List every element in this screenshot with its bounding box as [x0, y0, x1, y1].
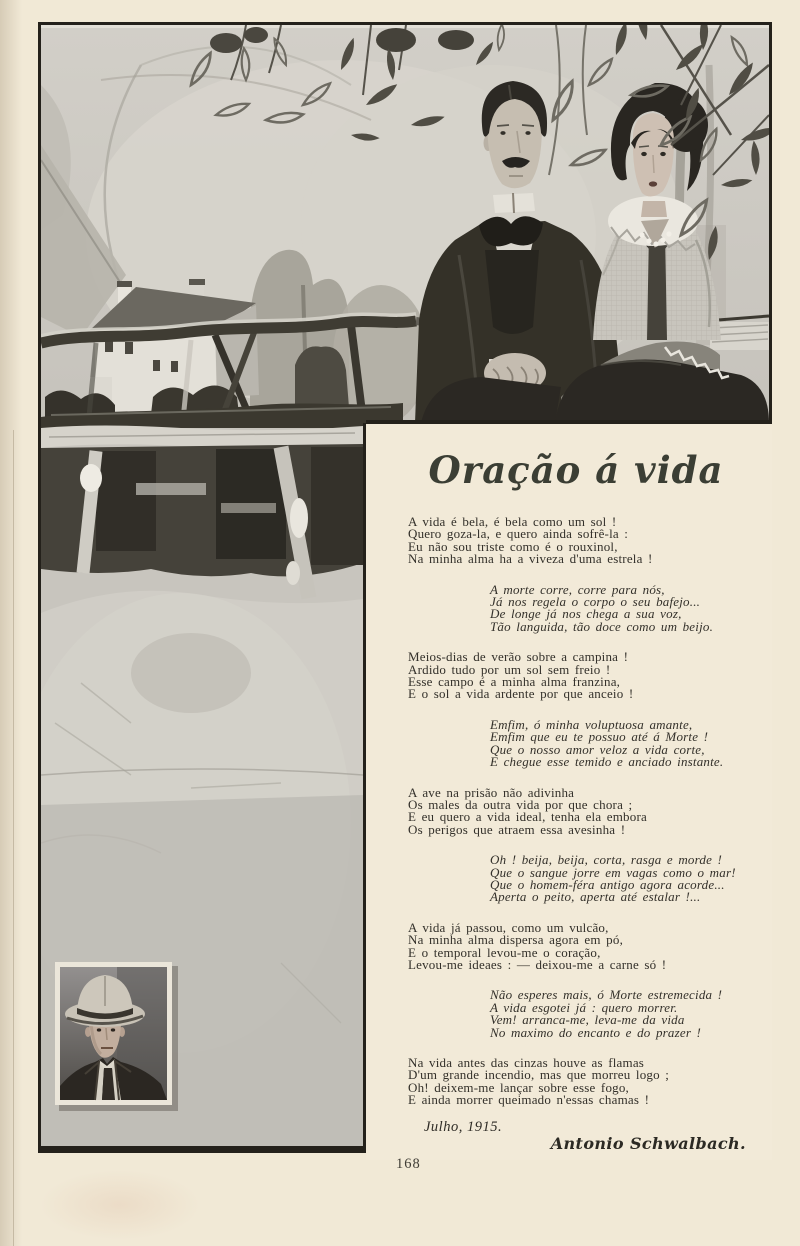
garden-couple-illustration: [41, 25, 769, 423]
garden-path-illustration: [41, 423, 363, 1146]
poem-line: E ainda morrer queimado n'essas chamas !: [408, 1092, 650, 1108]
poem-line: Os males da outra vida por que chora ;: [408, 796, 633, 812]
poem-line: Que o homem-féra antigo agora acorde...: [490, 876, 725, 892]
poem-line: Eu não sou triste como é o rouxinol,: [408, 538, 618, 554]
poem-line: Na vida antes das cinzas houve as flamas: [408, 1055, 645, 1070]
poem-line: Os perigos que atraem essa avesinha !: [408, 821, 626, 837]
poem-line: Aperta o peito, aperta até estalar !...: [490, 889, 701, 905]
poem-stanza: [408, 651, 768, 701]
poem-line: Já nos regela o corpo o seu bafejo...: [490, 594, 701, 610]
poem-line: Quero goza-la, e quero ainda sofrê-la :: [408, 526, 629, 542]
poem-line: Ardido tudo por um sol sem freio !: [408, 661, 611, 677]
page-smudge: [40, 1170, 200, 1240]
poem-line: D'um grande incendio, mas que morreu logo ;: [408, 1067, 670, 1083]
page-crease: [13, 430, 14, 1246]
poem-line: E o sol a vida ardente por que anceio !: [408, 686, 634, 702]
poem-line: Meios-dias de verão sobre a campina !: [408, 649, 629, 665]
poem-line: E chegue esse temido e anciado instante.: [490, 754, 724, 770]
poem-line: Que o nosso amor veloz a vida corte,: [490, 741, 705, 757]
poem-stanza: [490, 989, 768, 1039]
poem-line: Na minha alma ha a viveza d'uma estrela !: [408, 551, 653, 567]
poem-line: A vida é bela, é bela como um sol !: [408, 514, 617, 529]
poem-line: A vida já passou, como um vulcão,: [408, 919, 609, 935]
poem-line: No maximo do encanto e do prazer !: [490, 1024, 702, 1040]
poem-body: [408, 516, 768, 1125]
poem-stanza: [490, 854, 768, 904]
poem-stanza: [408, 1057, 768, 1107]
poem-line: A morte corre, corre para nós,: [490, 581, 665, 597]
poem-stanza: [490, 581, 768, 634]
poem-stanza: [408, 919, 768, 972]
garden-path-illustration: [38, 423, 366, 1153]
fence-underside: [41, 423, 363, 598]
poem-line: Na minha alma dispersa agora em pó,: [408, 932, 624, 948]
poem-stanza: [490, 716, 768, 770]
poem-line: E o temporal levou-me o coração,: [408, 944, 601, 960]
garden-couple-illustration: [38, 22, 772, 423]
poem-panel: [366, 420, 772, 1160]
poem-stanza: [408, 516, 768, 566]
poem-line: E eu quero a vida ideal, tenha ela embora: [408, 809, 647, 825]
poem-line: Não esperes mais, ó Morte estremecida !: [490, 987, 723, 1003]
author-signature: Antonio Schwalbach.: [550, 1134, 746, 1153]
poem-line: Esse campo é a minha alma franzina,: [408, 674, 621, 690]
poem-line: Emfim que eu te possuo até á Morte !: [490, 729, 709, 745]
poem-line: Levou-me ideaes : — deixou-me a carne só !: [408, 956, 667, 972]
poem-line: A ave na prisão não adivinha: [408, 784, 575, 800]
poem-line: Que o sangue jorre em vagas como o mar!: [490, 864, 736, 880]
poem-line: Oh ! beija, beija, corta, rasga e morde !: [490, 852, 723, 868]
author-portrait-photo: [55, 962, 178, 1111]
page-number: 168: [396, 1156, 421, 1172]
poem-line: Emfim, ó minha voluptuosa amante,: [490, 716, 693, 732]
poem-stanza: [408, 784, 768, 837]
poem-title: Oração á vida: [428, 448, 724, 492]
poem-line: Tão languida, tão doce como um beijo.: [490, 618, 714, 634]
poem-line: De longe já nos chega a sua voz,: [490, 606, 682, 622]
poem-date: Julho, 1915.: [424, 1119, 503, 1135]
poem-line: A vida esgotei já : quero morrer.: [490, 999, 678, 1015]
poem-line: Vem! arranca-me, leva-me da vida: [490, 1012, 685, 1028]
poem-line: Oh! deixem-me lançar sobre esse fogo,: [408, 1079, 629, 1095]
